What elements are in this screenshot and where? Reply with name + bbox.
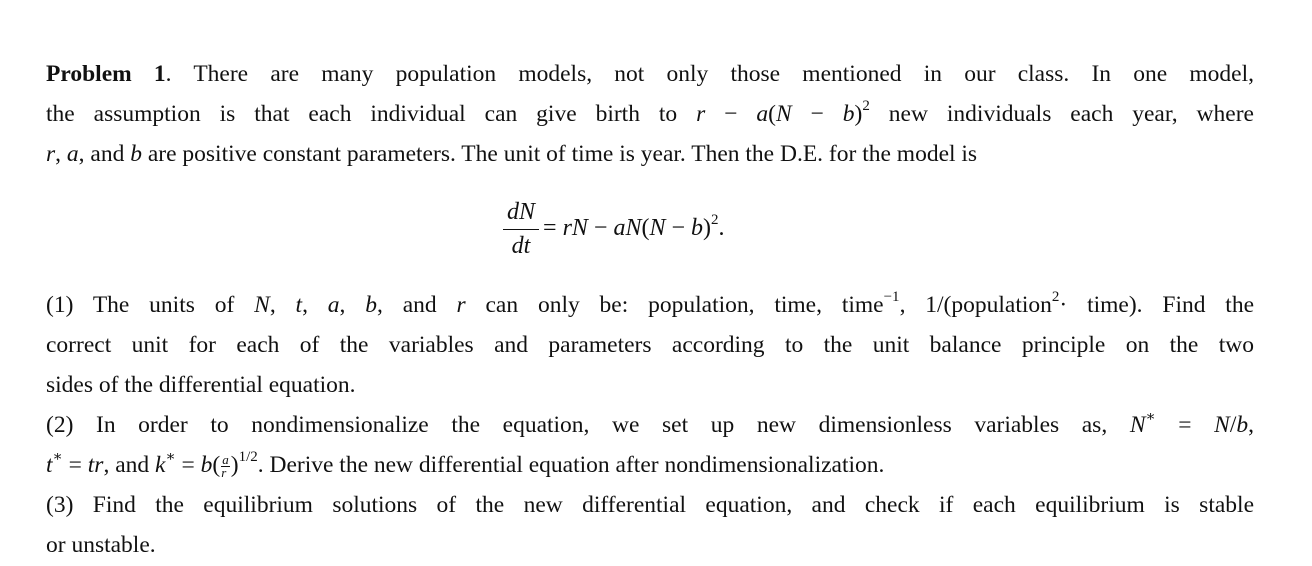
fraction-denominator: dt xyxy=(511,233,531,259)
part3-line-1: (3) Find the equilibrium solutions of the new differential equation, and check if each equilibrium is stable xyxy=(46,492,1254,518)
fraction-numerator: dN xyxy=(503,198,539,230)
part1-line-3: sides of the differential equation. xyxy=(46,372,356,398)
intro-line-1: Problem 1. There are many population models, not only those mentioned in our class. In one model, xyxy=(46,61,1254,87)
part3-line-2: or unstable. xyxy=(46,532,156,558)
equation-rhs: = rN − $aN(N - b)^2$. xyxy=(543,212,725,241)
part1-line-2: correct unit for each of the variables and parameters according to the unit balance principle on the two xyxy=(46,332,1254,358)
part1-line-1: (1) The units of N, t, a, b, and r can only be: population, time, time$^{-1}$, 1/(population$^2$· time). Find the xyxy=(46,289,1255,318)
differential-equation xyxy=(503,198,725,268)
intro-line-3: r, a, and b are positive constant parameters. The unit of time is year. Then the D.E. for the model is xyxy=(46,141,978,167)
part2-line-1: (2) In order to nondimensionalize the equation, we set up new dimensionless variables as, N∗ = N/b, xyxy=(46,409,1254,438)
problem-heading: Problem 1 xyxy=(46,61,166,87)
part2-line-2: t∗ = tr, and k∗ = b( $\frac{a}{r}$ )$^{1/2}$. Derive the new differential equation after nondimensionalization. xyxy=(46,449,885,481)
intro-line-2: the assumption is that each individual can give birth to $r - a(N - b)^2$ new individuals each year, where xyxy=(46,98,1254,127)
small-fraction: $\frac{a}{r}$ xyxy=(221,452,229,481)
derivative-fraction xyxy=(503,198,539,259)
